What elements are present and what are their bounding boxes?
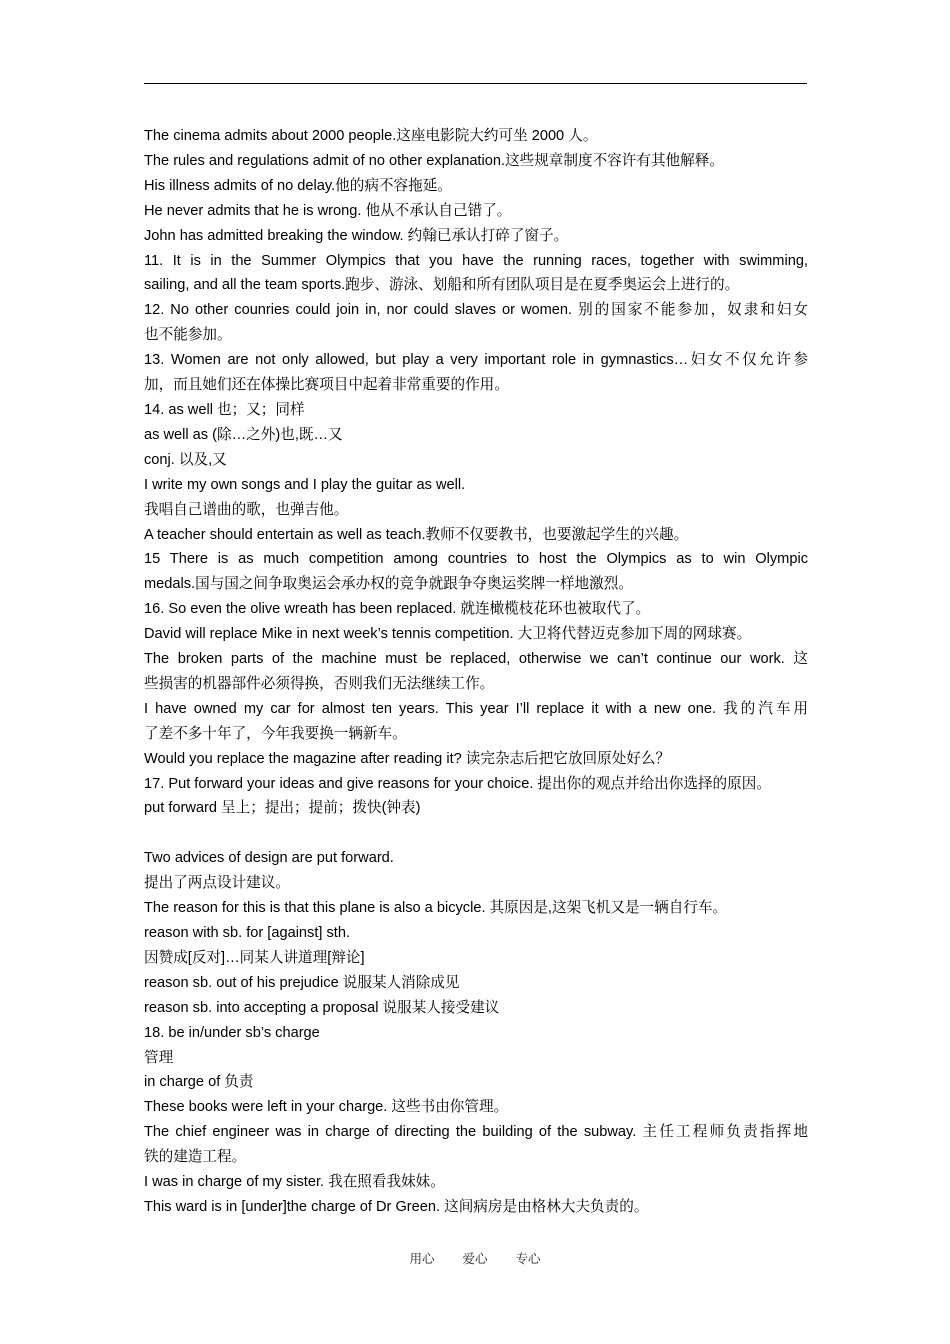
- text-line: I write my own songs and I play the guitar as well.: [144, 476, 466, 493]
- text-line: 14. as well 也；又；同样: [144, 401, 305, 418]
- text-line: Two advices of design are put forward.: [144, 850, 394, 867]
- text-line: as well as (除…之外)也,既…又: [144, 426, 343, 443]
- text-line: 加，而且她们还在体操比赛项目中起着非常重要的作用。: [144, 377, 509, 394]
- blank-line: [144, 821, 808, 846]
- text-line: conj. 以及,又: [144, 451, 227, 468]
- text-line: I was in charge of my sister. 我在照看我妹妹。: [144, 1174, 445, 1191]
- text-line: 提出了两点设计建议。: [144, 875, 290, 892]
- text-line: sailing, and all the team sports.跑步、游泳、划船和所有团队项目是在夏季奥运会上进行的。: [144, 277, 740, 294]
- text-line: 些损害的机器部件必须得换，否则我们无法继续工作。: [144, 675, 495, 692]
- header-rule: [144, 83, 807, 84]
- text-line: 18. be in/under sb’s charge: [144, 1024, 320, 1041]
- text-line: 13. Women are not only allowed, but play a very important role in gymnastics…妇女不仅允许参: [144, 352, 808, 369]
- text-line: His illness admits of no delay.他的病不容拖延。: [144, 177, 452, 194]
- page-footer: [0, 1249, 950, 1267]
- text-line: These books were left in your charge. 这些书由你管理。: [144, 1099, 509, 1116]
- text-line: 11. It is in the Summer Olympics that you have the running races, together with swimming,: [144, 252, 808, 269]
- text-line: The rules and regulations admit of no other explanation.这些规章制度不容许有其他解释。: [144, 152, 724, 169]
- text-line: 了差不多十年了，今年我要换一辆新车。: [144, 725, 407, 742]
- text-line: John has admitted breaking the window. 约翰已承认打碎了窗子。: [144, 227, 569, 244]
- text-line: in charge of 负责: [144, 1074, 254, 1091]
- text-line: The cinema admits about 2000 people.这座电影院大约可坐 2000 人。: [144, 128, 598, 144]
- text-line: 15 There is as much competition among countries to host the Olympics as to win Olympic: [144, 551, 808, 568]
- text-line: I have owned my car for almost ten years. This year I’ll replace it with a new one. 我的汽车用: [144, 700, 808, 717]
- text-line: Would you replace the magazine after reading it? 读完杂志后把它放回原处好么？: [144, 750, 671, 767]
- text-line: This ward is in [under]the charge of Dr Green. 这间病房是由格林大夫负责的。: [144, 1198, 649, 1215]
- text-line: put forward 呈上；提出；提前；拨快(钟表): [144, 800, 421, 817]
- text-line: reason with sb. for [against] sth.: [144, 924, 351, 941]
- text-line: The reason for this is that this plane is also a bicycle. 其原因是,这架飞机又是一辆自行车。: [144, 900, 728, 917]
- footer-word-1: 用心: [409, 1251, 435, 1266]
- text-line: 管理: [144, 1049, 174, 1066]
- document-body: [144, 124, 808, 1220]
- text-line: 我唱自己谱曲的歌，也弹吉他。: [144, 501, 349, 518]
- text-line: 因赞成[反对]…同某人讲道理[辩论]: [144, 949, 365, 966]
- footer-word-2: 爱心: [462, 1251, 488, 1266]
- text-line: 16. So even the olive wreath has been replaced. 就连橄榄枝花环也被取代了。: [144, 601, 651, 618]
- text-line: The broken parts of the machine must be replaced, otherwise we can’t continue our work. 这: [144, 651, 808, 668]
- text-line: A teacher should entertain as well as teach.教师不仅要教书，也要激起学生的兴趣。: [144, 526, 689, 543]
- text-line: 铁的建造工程。: [144, 1149, 247, 1166]
- text-line: reason sb. out of his prejudice 说服某人消除成见: [144, 974, 460, 991]
- footer-word-3: 专心: [515, 1251, 541, 1266]
- text-line: 也不能参加。: [144, 327, 232, 344]
- text-line: The chief engineer was in charge of directing the building of the subway. 主任工程师负责指挥地: [144, 1124, 808, 1141]
- text-line: 12. No other counries could join in, nor could slaves or women. 别的国家不能参加，奴隶和妇女: [144, 302, 808, 319]
- text-line: reason sb. into accepting a proposal 说服某人接受建议: [144, 999, 500, 1016]
- text-line: He never admits that he is wrong. 他从不承认自己错了。: [144, 202, 512, 219]
- text-line: medals.国与国之间争取奥运会承办权的竞争就跟争夺奥运奖牌一样地激烈。: [144, 576, 633, 593]
- text-line: David will replace Mike in next week’s tennis competition. 大卫将代替迈克参加下周的网球赛。: [144, 626, 752, 643]
- text-line: 17. Put forward your ideas and give reasons for your choice. 提出你的观点并给出你选择的原因。: [144, 775, 771, 792]
